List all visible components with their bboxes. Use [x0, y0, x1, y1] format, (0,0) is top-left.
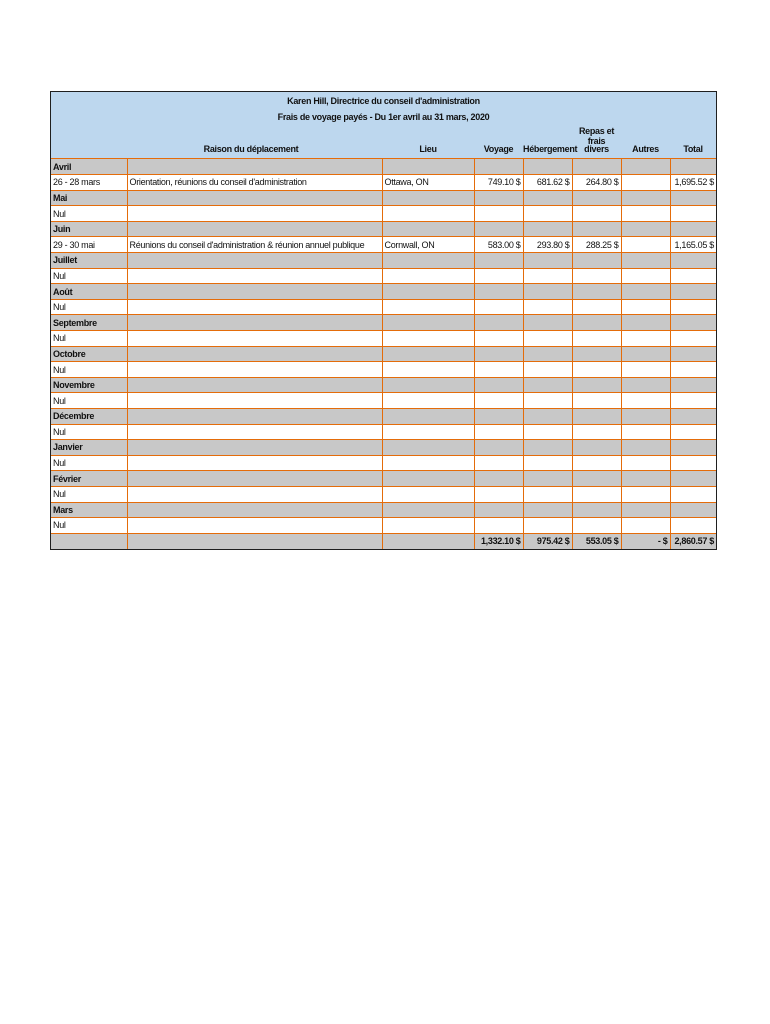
- total-cell: [670, 346, 716, 362]
- date-cell: Nul: [51, 362, 127, 378]
- col-header-lieu: Lieu: [419, 144, 437, 154]
- expense-sheet: [50, 91, 717, 550]
- raison-cell: [127, 455, 382, 471]
- raison-cell: [127, 471, 382, 487]
- repas-cell: [572, 502, 621, 518]
- repas-cell: [572, 221, 621, 237]
- month-label: Août: [51, 284, 127, 300]
- table-row: [51, 393, 716, 409]
- autres-cell: [621, 237, 670, 253]
- voyage-cell: [474, 393, 523, 409]
- total-cell: [670, 190, 716, 206]
- lieu-cell: [382, 299, 474, 315]
- expense-table: [51, 159, 716, 549]
- autres-cell: [621, 175, 670, 191]
- repas-cell: [572, 377, 621, 393]
- table-row: [51, 299, 716, 315]
- repas-cell: 288.25 $: [572, 237, 621, 253]
- voyage-cell: 583.00 $: [474, 237, 523, 253]
- raison-cell: [127, 409, 382, 425]
- month-row: [51, 377, 716, 393]
- total-cell: [670, 518, 716, 534]
- month-label: Janvier: [51, 440, 127, 456]
- hebergement-cell: [523, 268, 572, 284]
- autres-cell: [621, 502, 670, 518]
- date-cell: 26 - 28 mars: [51, 175, 127, 191]
- raison-cell: [127, 315, 382, 331]
- raison-cell: [127, 284, 382, 300]
- autres-cell: [621, 471, 670, 487]
- total-cell: [670, 315, 716, 331]
- date-cell: Nul: [51, 424, 127, 440]
- autres-cell: [621, 268, 670, 284]
- hebergement-cell: [523, 440, 572, 456]
- voyage-cell: [474, 346, 523, 362]
- repas-cell: [572, 206, 621, 222]
- total-repas: 553.05 $: [572, 533, 621, 549]
- raison-cell: [127, 377, 382, 393]
- hebergement-cell: [523, 377, 572, 393]
- voyage-cell: [474, 299, 523, 315]
- table-row: [51, 362, 716, 378]
- col-header-total: Total: [683, 144, 703, 154]
- voyage-cell: [474, 440, 523, 456]
- hebergement-cell: [523, 315, 572, 331]
- lieu-cell: [382, 486, 474, 502]
- month-row: [51, 190, 716, 206]
- lieu-cell: [382, 440, 474, 456]
- hebergement-cell: [523, 393, 572, 409]
- voyage-cell: [474, 486, 523, 502]
- month-row: [51, 502, 716, 518]
- table-row: [51, 331, 716, 347]
- lieu-cell: [382, 331, 474, 347]
- month-row: [51, 346, 716, 362]
- totals-empty-1: [51, 533, 127, 549]
- totals-empty-2: [127, 533, 382, 549]
- month-label: Mai: [51, 190, 127, 206]
- repas-cell: [572, 393, 621, 409]
- total-cell: [670, 424, 716, 440]
- autres-cell: [621, 424, 670, 440]
- col-header-voyage: Voyage: [483, 144, 514, 154]
- lieu-cell: [382, 315, 474, 331]
- raison-cell: [127, 190, 382, 206]
- repas-cell: [572, 159, 621, 175]
- month-label: Novembre: [51, 377, 127, 393]
- hebergement-cell: [523, 299, 572, 315]
- autres-cell: [621, 393, 670, 409]
- hebergement-cell: 681.62 $: [523, 175, 572, 191]
- repas-cell: [572, 299, 621, 315]
- raison-cell: [127, 159, 382, 175]
- voyage-cell: 749.10 $: [474, 175, 523, 191]
- table-row: [51, 424, 716, 440]
- raison-cell: [127, 346, 382, 362]
- autres-cell: [621, 455, 670, 471]
- col-header-hebergement: Hébergement: [523, 144, 578, 154]
- hebergement-cell: [523, 424, 572, 440]
- hebergement-cell: [523, 486, 572, 502]
- table-row: [51, 237, 716, 253]
- voyage-cell: [474, 377, 523, 393]
- raison-cell: [127, 206, 382, 222]
- total-cell: [670, 502, 716, 518]
- voyage-cell: [474, 284, 523, 300]
- total-voyage: 1,332.10 $: [474, 533, 523, 549]
- repas-cell: [572, 518, 621, 534]
- date-cell: Nul: [51, 299, 127, 315]
- raison-cell: [127, 221, 382, 237]
- hebergement-cell: [523, 206, 572, 222]
- table-body: [51, 159, 716, 533]
- month-row: [51, 221, 716, 237]
- totals-empty-3: [382, 533, 474, 549]
- voyage-cell: [474, 409, 523, 425]
- repas-cell: [572, 440, 621, 456]
- month-label: Octobre: [51, 346, 127, 362]
- raison-cell: [127, 362, 382, 378]
- total-cell: [670, 440, 716, 456]
- total-cell: 1,695.52 $: [670, 175, 716, 191]
- voyage-cell: [474, 221, 523, 237]
- repas-cell: [572, 455, 621, 471]
- repas-cell: [572, 486, 621, 502]
- hebergement-cell: [523, 346, 572, 362]
- totals-row: [51, 533, 716, 549]
- hebergement-cell: [523, 362, 572, 378]
- raison-cell: [127, 502, 382, 518]
- month-label: Juin: [51, 221, 127, 237]
- month-row: [51, 440, 716, 456]
- repas-cell: 264.80 $: [572, 175, 621, 191]
- autres-cell: [621, 486, 670, 502]
- sheet-subtitle: Frais de voyage payés - Du 1er avril au 31 mars, 2020: [277, 112, 490, 122]
- repas-cell: [572, 315, 621, 331]
- date-cell: Nul: [51, 486, 127, 502]
- month-row: [51, 315, 716, 331]
- hebergement-cell: 293.80 $: [523, 237, 572, 253]
- col-header-autres: Autres: [632, 144, 659, 154]
- date-cell: Nul: [51, 268, 127, 284]
- total-cell: [670, 159, 716, 175]
- voyage-cell: [474, 206, 523, 222]
- raison-cell: [127, 268, 382, 284]
- voyage-cell: [474, 518, 523, 534]
- raison-cell: [127, 299, 382, 315]
- raison-cell: [127, 424, 382, 440]
- lieu-cell: [382, 190, 474, 206]
- table-row: [51, 455, 716, 471]
- lieu-cell: [382, 268, 474, 284]
- month-row: [51, 409, 716, 425]
- total-grand: 2,860.57 $: [670, 533, 716, 549]
- repas-cell: [572, 424, 621, 440]
- month-label: Février: [51, 471, 127, 487]
- hebergement-cell: [523, 221, 572, 237]
- voyage-cell: [474, 471, 523, 487]
- hebergement-cell: [523, 518, 572, 534]
- total-cell: [670, 331, 716, 347]
- raison-cell: [127, 440, 382, 456]
- month-row: [51, 471, 716, 487]
- autres-cell: [621, 221, 670, 237]
- month-label: Septembre: [51, 315, 127, 331]
- lieu-cell: [382, 253, 474, 269]
- raison-cell: [127, 253, 382, 269]
- raison-cell: [127, 518, 382, 534]
- sheet-title: Karen Hill, Directrice du conseil d'administration: [287, 96, 480, 106]
- total-cell: [670, 455, 716, 471]
- date-cell: Nul: [51, 518, 127, 534]
- repas-cell: [572, 362, 621, 378]
- total-cell: [670, 206, 716, 222]
- date-cell: Nul: [51, 455, 127, 471]
- hebergement-cell: [523, 409, 572, 425]
- autres-cell: [621, 315, 670, 331]
- date-cell: Nul: [51, 393, 127, 409]
- repas-cell: [572, 409, 621, 425]
- table-row: [51, 206, 716, 222]
- autres-cell: [621, 346, 670, 362]
- month-row: [51, 159, 716, 175]
- hebergement-cell: [523, 471, 572, 487]
- lieu-cell: [382, 393, 474, 409]
- autres-cell: [621, 190, 670, 206]
- lieu-cell: [382, 284, 474, 300]
- total-cell: [670, 471, 716, 487]
- total-cell: [670, 409, 716, 425]
- lieu-cell: [382, 424, 474, 440]
- lieu-cell: [382, 221, 474, 237]
- raison-cell: Réunions du conseil d'administration & réunion annuel publique: [127, 237, 382, 253]
- month-label: Juillet: [51, 253, 127, 269]
- lieu-cell: [382, 159, 474, 175]
- repas-cell: [572, 284, 621, 300]
- autres-cell: [621, 440, 670, 456]
- autres-cell: [621, 362, 670, 378]
- repas-cell: [572, 471, 621, 487]
- month-label: Décembre: [51, 409, 127, 425]
- table-row: [51, 486, 716, 502]
- table-row: [51, 175, 716, 191]
- month-label: Avril: [51, 159, 127, 175]
- col-header-repas-line1: Repas et frais: [578, 126, 615, 146]
- total-cell: [670, 393, 716, 409]
- date-cell: Nul: [51, 331, 127, 347]
- hebergement-cell: [523, 331, 572, 347]
- autres-cell: [621, 159, 670, 175]
- date-cell: 29 - 30 mai: [51, 237, 127, 253]
- sheet-header: [51, 92, 716, 159]
- lieu-cell: Cornwall, ON: [382, 237, 474, 253]
- hebergement-cell: [523, 190, 572, 206]
- total-cell: [670, 377, 716, 393]
- autres-cell: [621, 518, 670, 534]
- voyage-cell: [474, 424, 523, 440]
- voyage-cell: [474, 315, 523, 331]
- repas-cell: [572, 346, 621, 362]
- hebergement-cell: [523, 284, 572, 300]
- voyage-cell: [474, 331, 523, 347]
- hebergement-cell: [523, 159, 572, 175]
- total-cell: [670, 299, 716, 315]
- voyage-cell: [474, 502, 523, 518]
- raison-cell: [127, 331, 382, 347]
- total-cell: [670, 486, 716, 502]
- month-row: [51, 253, 716, 269]
- total-cell: [670, 362, 716, 378]
- hebergement-cell: [523, 455, 572, 471]
- lieu-cell: [382, 362, 474, 378]
- raison-cell: Orientation, réunions du conseil d'administration: [127, 175, 382, 191]
- autres-cell: [621, 206, 670, 222]
- repas-cell: [572, 190, 621, 206]
- autres-cell: [621, 409, 670, 425]
- autres-cell: [621, 284, 670, 300]
- month-label: Mars: [51, 502, 127, 518]
- col-header-repas-line2: divers: [584, 144, 609, 154]
- total-autres: - $: [621, 533, 670, 549]
- voyage-cell: [474, 159, 523, 175]
- voyage-cell: [474, 253, 523, 269]
- total-hebergement: 975.42 $: [523, 533, 572, 549]
- raison-cell: [127, 486, 382, 502]
- hebergement-cell: [523, 253, 572, 269]
- lieu-cell: [382, 377, 474, 393]
- col-header-raison: Raison du déplacement: [203, 144, 299, 154]
- table-row: [51, 268, 716, 284]
- lieu-cell: [382, 455, 474, 471]
- repas-cell: [572, 268, 621, 284]
- total-cell: [670, 284, 716, 300]
- voyage-cell: [474, 455, 523, 471]
- date-cell: Nul: [51, 206, 127, 222]
- month-row: [51, 284, 716, 300]
- lieu-cell: [382, 409, 474, 425]
- autres-cell: [621, 331, 670, 347]
- autres-cell: [621, 299, 670, 315]
- voyage-cell: [474, 268, 523, 284]
- lieu-cell: [382, 502, 474, 518]
- lieu-cell: [382, 471, 474, 487]
- lieu-cell: [382, 518, 474, 534]
- total-cell: [670, 268, 716, 284]
- lieu-cell: Ottawa, ON: [382, 175, 474, 191]
- voyage-cell: [474, 190, 523, 206]
- hebergement-cell: [523, 502, 572, 518]
- total-cell: 1,165.05 $: [670, 237, 716, 253]
- total-cell: [670, 253, 716, 269]
- table-row: [51, 518, 716, 534]
- total-cell: [670, 221, 716, 237]
- autres-cell: [621, 253, 670, 269]
- voyage-cell: [474, 362, 523, 378]
- lieu-cell: [382, 346, 474, 362]
- lieu-cell: [382, 206, 474, 222]
- repas-cell: [572, 253, 621, 269]
- raison-cell: [127, 393, 382, 409]
- repas-cell: [572, 331, 621, 347]
- autres-cell: [621, 377, 670, 393]
